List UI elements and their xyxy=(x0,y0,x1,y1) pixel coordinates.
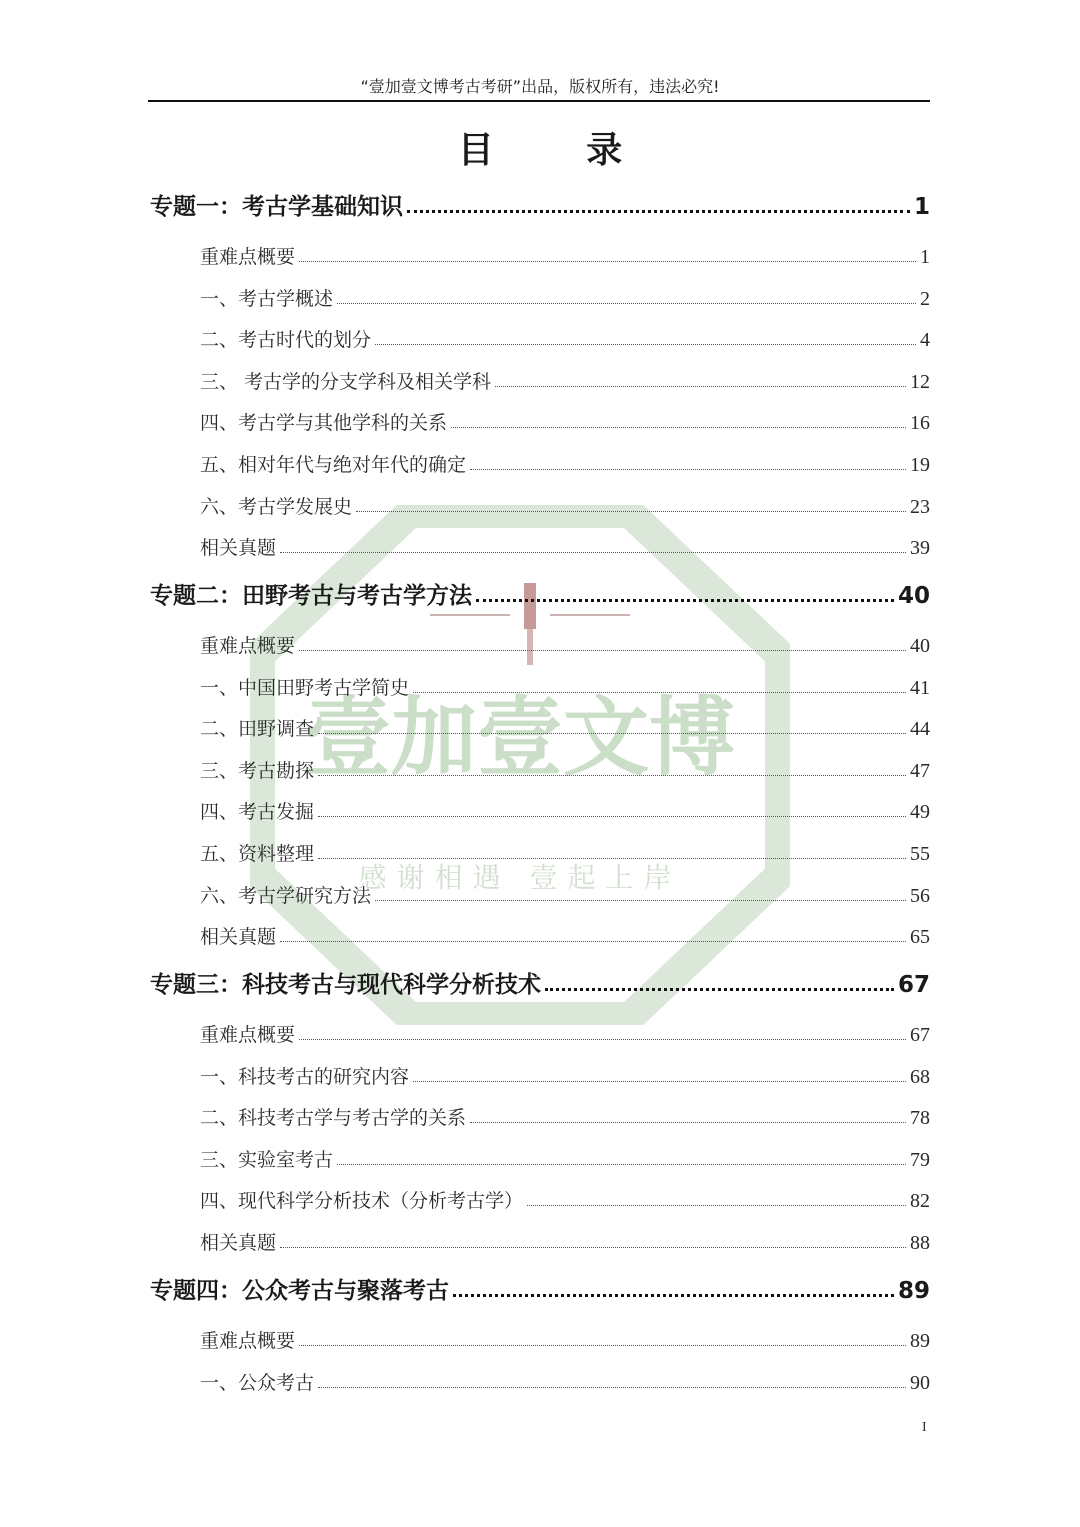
toc-section-page: 23 xyxy=(910,495,930,518)
toc-leader xyxy=(527,1205,906,1206)
toc-section-title: 四、现代科学分析技术（分析考古学） xyxy=(200,1190,524,1213)
toc-section[interactable] xyxy=(200,673,930,700)
toc-leader xyxy=(375,900,906,901)
toc-section-page: 78 xyxy=(910,1107,930,1130)
toc-leader xyxy=(413,692,906,693)
toc-section-page: 79 xyxy=(910,1148,930,1171)
toc-leader xyxy=(299,650,906,651)
toc-section[interactable] xyxy=(200,881,930,908)
toc-section-page: 16 xyxy=(910,412,930,435)
toc-chapter-page: 40 xyxy=(897,583,930,609)
toc-section[interactable] xyxy=(200,1020,930,1047)
toc-chapter-page: 1 xyxy=(913,194,930,220)
page-number: I xyxy=(922,1420,927,1435)
toc-section-page: 90 xyxy=(910,1371,930,1394)
toc-section[interactable] xyxy=(200,1228,930,1255)
toc-section[interactable] xyxy=(200,839,930,866)
toc-section-page: 44 xyxy=(910,718,930,741)
toc-leader xyxy=(495,386,906,387)
toc-section-title: 五、资料整理 xyxy=(200,843,315,865)
toc-chapter-page: 89 xyxy=(897,1278,930,1304)
toc-section-title: 重难点概要 xyxy=(200,635,296,657)
toc-leader xyxy=(280,552,906,553)
toc-leader xyxy=(318,775,906,776)
toc-leader xyxy=(413,1081,906,1082)
toc-section-page: 68 xyxy=(910,1065,930,1088)
page-header: “壹加壹文博考古考研”出品，版权所有，违法必究! xyxy=(360,77,720,96)
toc-section-page: 67 xyxy=(910,1024,930,1046)
toc-section-title: 五、相对年代与绝对年代的确定 xyxy=(200,454,467,476)
toc-section-title: 重难点概要 xyxy=(200,1330,296,1352)
toc-section-page: 39 xyxy=(910,537,930,560)
toc-leader xyxy=(337,303,916,304)
toc-leader xyxy=(453,1294,894,1297)
toc-section-title: 四、考古学与其他学科的关系 xyxy=(200,412,448,435)
toc-section-title: 一、中国田野考古学简史 xyxy=(200,676,410,699)
toc-section-title: 二、田野调查 xyxy=(200,718,315,741)
toc-section-title: 三、实验室考古 xyxy=(200,1148,334,1171)
toc-section[interactable] xyxy=(200,325,930,352)
toc-leader xyxy=(356,511,906,512)
toc-section[interactable] xyxy=(200,797,930,824)
toc-section[interactable] xyxy=(200,1326,930,1353)
toc-section-page: 55 xyxy=(910,843,930,865)
toc-section-page: 88 xyxy=(910,1232,930,1254)
toc-section[interactable] xyxy=(200,492,930,519)
toc-section-title: 四、考古发掘 xyxy=(200,801,315,824)
toc-section[interactable] xyxy=(200,408,930,435)
toc-section-title: 相关真题 xyxy=(200,926,277,949)
toc-section-title: 相关真题 xyxy=(200,537,277,560)
toc-section[interactable] xyxy=(200,714,930,741)
toc-section-page: 1 xyxy=(920,246,930,268)
toc-section[interactable] xyxy=(200,242,930,269)
toc-leader xyxy=(299,1039,906,1040)
toc-leader xyxy=(280,941,906,942)
toc-chapter-title: 专题一：考古学基础知识 xyxy=(150,194,403,220)
watermark-slogan: 感谢相遇 壹起上岸 xyxy=(358,861,682,894)
toc-section-title: 重难点概要 xyxy=(200,1024,296,1046)
toc-section-title: 六、考古学发展史 xyxy=(200,495,353,518)
watermark-brand: 壹加壹文博 xyxy=(305,688,735,788)
toc-leader xyxy=(318,1387,906,1388)
toc-chapter[interactable] xyxy=(150,966,930,999)
toc-section-title: 重难点概要 xyxy=(200,246,296,268)
toc-section-title: 三、考古勘探 xyxy=(200,759,315,782)
toc-section[interactable] xyxy=(200,1368,930,1395)
toc-section-page: 89 xyxy=(910,1330,930,1352)
toc-section-title: 三、 考古学的分支学科及相关学科 xyxy=(200,370,492,393)
toc-section-page: 40 xyxy=(910,635,930,657)
toc-section[interactable] xyxy=(200,756,930,783)
toc-section-page: 41 xyxy=(910,676,930,699)
toc-chapter-title: 专题二：田野考古与考古学方法 xyxy=(150,583,472,609)
toc-section-page: 4 xyxy=(920,329,930,352)
toc-section-page: 82 xyxy=(910,1190,930,1213)
toc-section-page: 2 xyxy=(920,287,930,310)
toc-section-page: 49 xyxy=(910,801,930,824)
toc-leader xyxy=(280,1247,906,1248)
toc-section-page: 65 xyxy=(910,926,930,949)
toc-leader xyxy=(375,344,916,345)
toc-section-title: 二、考古时代的划分 xyxy=(200,329,372,352)
toc-section[interactable] xyxy=(200,1145,930,1172)
toc-section-page: 19 xyxy=(910,454,930,476)
toc-leader xyxy=(318,733,906,734)
toc-leader xyxy=(299,1345,906,1346)
toc-section[interactable] xyxy=(200,631,930,658)
toc-leader xyxy=(318,858,906,859)
toc-leader xyxy=(451,427,906,428)
toc-section[interactable] xyxy=(200,1062,930,1089)
toc-leader xyxy=(470,469,906,470)
toc-leader xyxy=(407,210,910,213)
toc-section-title: 一、科技考古的研究内容 xyxy=(200,1065,410,1088)
toc-section-title: 二、科技考古学与考古学的关系 xyxy=(200,1107,467,1130)
toc-section[interactable] xyxy=(200,367,930,394)
toc-chapter-page: 67 xyxy=(897,972,930,998)
toc-section-page: 56 xyxy=(910,884,930,907)
page-title: 目 录 xyxy=(457,130,663,171)
toc-leader xyxy=(476,599,894,602)
toc-leader xyxy=(337,1164,906,1165)
toc-leader xyxy=(299,261,916,262)
toc-chapter-title: 专题四：公众考古与聚落考古 xyxy=(150,1278,449,1304)
toc-chapter[interactable] xyxy=(150,577,930,610)
toc-section-title: 六、考古学研究方法 xyxy=(200,884,372,907)
toc-section[interactable] xyxy=(200,1103,930,1130)
toc-section[interactable] xyxy=(200,533,930,560)
toc-chapter[interactable] xyxy=(150,188,930,221)
toc-section-title: 一、考古学概述 xyxy=(200,287,334,310)
toc-section-title: 一、公众考古 xyxy=(200,1371,315,1394)
toc-section[interactable] xyxy=(200,284,930,311)
toc-section-page: 12 xyxy=(910,370,930,393)
toc-leader xyxy=(470,1122,906,1123)
toc-section-title: 相关真题 xyxy=(200,1232,277,1254)
toc-section[interactable] xyxy=(200,1186,930,1213)
toc-section-page: 47 xyxy=(910,759,930,782)
toc-section[interactable] xyxy=(200,922,930,949)
toc-leader xyxy=(318,816,906,817)
toc-chapter-title: 专题三：科技考古与现代科学分析技术 xyxy=(150,972,541,998)
toc-section[interactable] xyxy=(200,450,930,477)
toc-leader xyxy=(545,988,894,991)
toc-chapter[interactable] xyxy=(150,1272,930,1305)
